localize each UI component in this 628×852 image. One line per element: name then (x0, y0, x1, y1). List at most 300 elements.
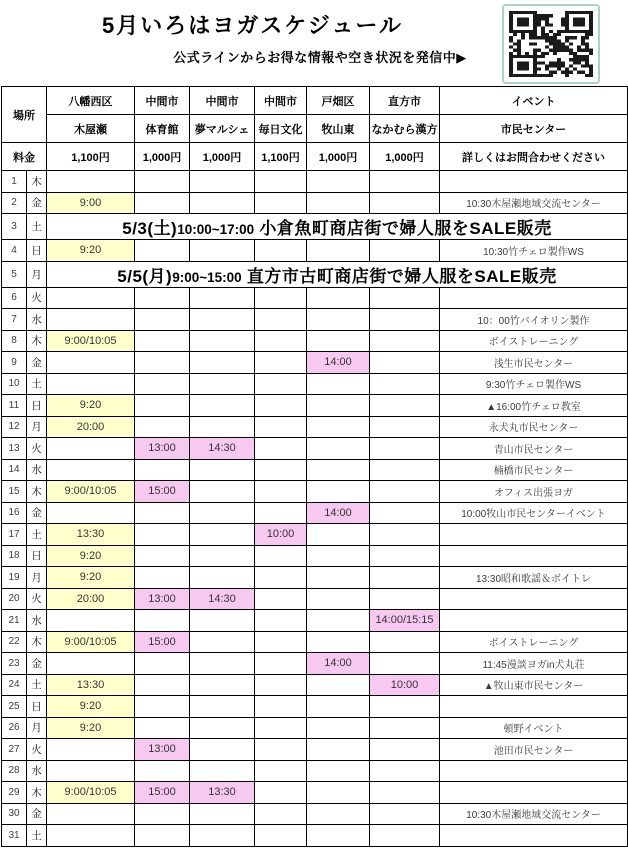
time-cell (370, 782, 440, 804)
time-cell (255, 330, 307, 352)
venue-header: 牧山東 (307, 115, 370, 143)
time-cell (370, 395, 440, 417)
time-cell (255, 653, 307, 675)
event-cell: 9:30竹チェロ製作WS (440, 373, 628, 395)
date-cell: 9 (2, 352, 27, 374)
schedule-header (2, 87, 628, 171)
time-cell (370, 309, 440, 331)
sale-time: 9:00~15:00 (172, 269, 242, 285)
event-cell: 永犬丸市民センター (440, 416, 628, 438)
time-cell (255, 502, 307, 524)
time-cell (47, 309, 135, 331)
time-cell (190, 674, 255, 696)
weekday-cell: 日 (27, 545, 47, 567)
time-cell (307, 545, 370, 567)
weekday-cell: 金 (27, 352, 47, 374)
fee-value: 1,100円 (47, 143, 135, 171)
weekday-cell: 水 (27, 309, 47, 331)
time-cell (255, 416, 307, 438)
event-cell: ▲牧山東市民センター (440, 674, 628, 696)
weekday-cell: 金 (27, 803, 47, 825)
date-cell: 10 (2, 373, 27, 395)
time-cell (370, 373, 440, 395)
date-cell: 28 (2, 760, 27, 782)
date-cell: 20 (2, 588, 27, 610)
weekday-cell: 木 (27, 782, 47, 804)
date-cell: 23 (2, 653, 27, 675)
weekday-cell: 土 (27, 214, 47, 240)
time-cell (190, 760, 255, 782)
time-cell (307, 760, 370, 782)
sale-time: 10:00~17:00 (177, 222, 255, 237)
date-cell: 12 (2, 416, 27, 438)
time-cell (255, 610, 307, 632)
time-cell (190, 739, 255, 761)
event-cell: 頓野イベント (440, 717, 628, 739)
time-cell (47, 653, 135, 675)
sale-date: 5/3(土) (122, 219, 178, 238)
time-cell (370, 330, 440, 352)
time-cell (307, 171, 370, 193)
time-cell: 9:00 (47, 192, 135, 214)
sale-banner (47, 261, 628, 287)
qr-frame (502, 4, 600, 84)
time-cell (135, 373, 190, 395)
time-cell (307, 481, 370, 503)
time-cell (307, 717, 370, 739)
sale-date: 5/5(月) (117, 266, 173, 286)
event-cell: 10:30竹チェロ製作WS (440, 240, 628, 262)
schedule-row (2, 567, 628, 589)
time-cell (135, 696, 190, 718)
time-cell (255, 287, 307, 309)
time-cell (370, 352, 440, 374)
time-cell (255, 760, 307, 782)
schedule-row (2, 416, 628, 438)
time-cell (47, 438, 135, 460)
schedule-row (2, 214, 628, 240)
time-cell (370, 502, 440, 524)
event-cell (440, 782, 628, 804)
schedule-row (2, 352, 628, 374)
time-cell (255, 192, 307, 214)
time-cell (370, 481, 440, 503)
sale-text: 直方市古町商店街で婦人服をSALE販売 (241, 266, 557, 286)
fee-value: 1,100円 (255, 143, 307, 171)
time-cell: 14:30 (190, 588, 255, 610)
schedule-row (2, 631, 628, 653)
event-cell (440, 760, 628, 782)
time-cell: 13:00 (135, 438, 190, 460)
time-cell (190, 192, 255, 214)
time-cell: 13:00 (135, 739, 190, 761)
time-cell: 10:00 (255, 524, 307, 546)
date-cell: 8 (2, 330, 27, 352)
schedule-row (2, 782, 628, 804)
weekday-cell: 木 (27, 631, 47, 653)
time-cell (47, 373, 135, 395)
time-cell (135, 567, 190, 589)
time-cell (255, 739, 307, 761)
schedule-row (2, 717, 628, 739)
event-cell (440, 588, 628, 610)
time-cell (370, 631, 440, 653)
schedule-row (2, 481, 628, 503)
weekday-cell: 月 (27, 261, 47, 287)
time-cell (307, 395, 370, 417)
region-header: 戸畑区 (307, 87, 370, 115)
date-cell: 7 (2, 309, 27, 331)
time-cell (190, 610, 255, 632)
schedule-row (2, 192, 628, 214)
time-cell (190, 524, 255, 546)
time-cell (190, 459, 255, 481)
time-cell (135, 459, 190, 481)
event-cell: ボイストレーニング (440, 330, 628, 352)
place-label: 場所 (2, 87, 47, 143)
time-cell (255, 352, 307, 374)
time-cell (370, 240, 440, 262)
time-cell (135, 171, 190, 193)
event-cell: 10：00竹バイオリン製作 (440, 309, 628, 331)
venue-header: 毎日文化 (255, 115, 307, 143)
event-cell: 浅生市民センター (440, 352, 628, 374)
weekday-cell: 水 (27, 760, 47, 782)
time-cell (307, 524, 370, 546)
schedule-row (2, 760, 628, 782)
time-cell (307, 330, 370, 352)
time-cell (370, 567, 440, 589)
schedule-row (2, 171, 628, 193)
time-cell: 9:20 (47, 717, 135, 739)
time-cell (135, 330, 190, 352)
weekday-cell: 木 (27, 171, 47, 193)
time-cell (307, 825, 370, 847)
date-cell: 14 (2, 459, 27, 481)
time-cell (370, 192, 440, 214)
time-cell (307, 739, 370, 761)
time-cell (190, 171, 255, 193)
time-cell (190, 803, 255, 825)
schedule-body (2, 171, 628, 847)
schedule-row (2, 524, 628, 546)
time-cell (307, 459, 370, 481)
fee-value: 詳しくはお問合わせください (440, 143, 628, 171)
date-cell: 18 (2, 545, 27, 567)
sale-banner (47, 214, 628, 240)
time-cell (135, 240, 190, 262)
event-cell: ボイストレーニング (440, 631, 628, 653)
weekday-cell: 火 (27, 739, 47, 761)
time-cell (255, 459, 307, 481)
time-cell: 13:30 (190, 782, 255, 804)
event-cell (440, 287, 628, 309)
time-cell (255, 171, 307, 193)
weekday-cell: 月 (27, 416, 47, 438)
time-cell (370, 739, 440, 761)
weekday-cell: 土 (27, 373, 47, 395)
time-cell (190, 330, 255, 352)
event-cell: オフィス出張ヨガ (440, 481, 628, 503)
time-cell (307, 803, 370, 825)
time-cell: 20:00 (47, 416, 135, 438)
time-cell (190, 373, 255, 395)
date-cell: 22 (2, 631, 27, 653)
time-cell (370, 588, 440, 610)
time-cell (255, 373, 307, 395)
event-cell: 11:45漫談ヨガin犬丸荘 (440, 653, 628, 675)
time-cell: 15:00 (135, 782, 190, 804)
time-cell: 14:00 (307, 352, 370, 374)
event-cell (440, 545, 628, 567)
date-cell: 26 (2, 717, 27, 739)
time-cell (307, 631, 370, 653)
fee-value: 1,000円 (190, 143, 255, 171)
time-cell (47, 502, 135, 524)
time-cell (190, 567, 255, 589)
time-cell (255, 545, 307, 567)
event-cell: 青山市民センター (440, 438, 628, 460)
time-cell (255, 309, 307, 331)
time-cell: 15:00 (135, 631, 190, 653)
time-cell (190, 545, 255, 567)
time-cell (255, 674, 307, 696)
time-cell (135, 287, 190, 309)
time-cell (255, 481, 307, 503)
schedule-row (2, 373, 628, 395)
time-cell (370, 171, 440, 193)
weekday-cell: 水 (27, 459, 47, 481)
time-cell (190, 717, 255, 739)
time-cell (135, 192, 190, 214)
time-cell (190, 502, 255, 524)
date-cell: 1 (2, 171, 27, 193)
weekday-cell: 木 (27, 330, 47, 352)
time-cell (307, 567, 370, 589)
time-cell (255, 240, 307, 262)
schedule-row (2, 459, 628, 481)
event-cell: 10:30木屋瀬地域交流センター (440, 192, 628, 214)
time-cell (370, 717, 440, 739)
time-cell (255, 567, 307, 589)
fee-label: 料金 (2, 143, 47, 171)
time-cell (190, 631, 255, 653)
weekday-cell: 金 (27, 653, 47, 675)
event-cell (440, 171, 628, 193)
time-cell (255, 717, 307, 739)
schedule-row (2, 438, 628, 460)
time-cell (307, 674, 370, 696)
time-cell: 13:00 (135, 588, 190, 610)
time-cell: 9:20 (47, 395, 135, 417)
time-cell (135, 674, 190, 696)
event-cell: 池田市民センター (440, 739, 628, 761)
weekday-cell: 日 (27, 395, 47, 417)
time-cell: 14:30 (190, 438, 255, 460)
schedule-row (2, 330, 628, 352)
schedule-row (2, 825, 628, 847)
weekday-cell: 月 (27, 567, 47, 589)
time-cell (190, 395, 255, 417)
weekday-cell: 日 (27, 696, 47, 718)
time-cell (135, 309, 190, 331)
time-cell (47, 352, 135, 374)
time-cell (47, 459, 135, 481)
date-cell: 13 (2, 438, 27, 460)
time-cell (370, 459, 440, 481)
time-cell (370, 416, 440, 438)
time-cell (255, 588, 307, 610)
time-cell (307, 696, 370, 718)
time-cell: 9:00/10:05 (47, 481, 135, 503)
time-cell: 15:00 (135, 481, 190, 503)
schedule-row (2, 739, 628, 761)
time-cell (135, 653, 190, 675)
time-cell: 20:00 (47, 588, 135, 610)
schedule-row (2, 502, 628, 524)
weekday-cell: 土 (27, 524, 47, 546)
weekday-cell: 土 (27, 674, 47, 696)
weekday-cell: 金 (27, 502, 47, 524)
time-cell (47, 760, 135, 782)
time-cell (307, 287, 370, 309)
date-cell: 25 (2, 696, 27, 718)
time-cell (135, 610, 190, 632)
time-cell: 9:20 (47, 567, 135, 589)
time-cell (47, 610, 135, 632)
weekday-cell: 木 (27, 481, 47, 503)
time-cell (190, 352, 255, 374)
weekday-cell: 火 (27, 438, 47, 460)
time-cell: 9:00/10:05 (47, 631, 135, 653)
time-cell (307, 240, 370, 262)
time-cell (370, 825, 440, 847)
time-cell: 13:30 (47, 674, 135, 696)
venue-header: 体育館 (135, 115, 190, 143)
time-cell: 9:20 (47, 240, 135, 262)
date-cell: 21 (2, 610, 27, 632)
time-cell: 14:00/15:15 (370, 610, 440, 632)
time-cell (255, 696, 307, 718)
event-cell: 13:30昭和歌謡＆ボイトレ (440, 567, 628, 589)
weekday-cell: 日 (27, 240, 47, 262)
time-cell (135, 545, 190, 567)
event-cell: ▲16:00竹チェロ教室 (440, 395, 628, 417)
date-cell: 4 (2, 240, 27, 262)
time-cell: 9:00/10:05 (47, 330, 135, 352)
date-cell: 19 (2, 567, 27, 589)
weekday-cell: 月 (27, 717, 47, 739)
time-cell (255, 631, 307, 653)
time-cell (190, 481, 255, 503)
event-cell: 10:00牧山市民センターイベント (440, 502, 628, 524)
time-cell (190, 287, 255, 309)
schedule-row (2, 674, 628, 696)
weekday-cell: 火 (27, 287, 47, 309)
date-cell: 5 (2, 261, 27, 287)
venue-header: 市民センター (440, 115, 628, 143)
time-cell (135, 825, 190, 847)
schedule-row (2, 545, 628, 567)
region-header: 中間市 (135, 87, 190, 115)
schedule-row (2, 395, 628, 417)
date-cell: 6 (2, 287, 27, 309)
time-cell (190, 825, 255, 847)
weekday-cell: 火 (27, 588, 47, 610)
time-cell (370, 760, 440, 782)
time-cell (307, 192, 370, 214)
time-cell (370, 653, 440, 675)
time-cell (135, 502, 190, 524)
time-cell (370, 545, 440, 567)
event-cell (440, 524, 628, 546)
event-cell: 10:30木屋瀬地域交流センター (440, 803, 628, 825)
date-cell: 29 (2, 782, 27, 804)
time-cell: 14:00 (307, 653, 370, 675)
venue-header: 木屋瀬 (47, 115, 135, 143)
venue-header: なかむら漢方 (370, 115, 440, 143)
date-cell: 15 (2, 481, 27, 503)
date-cell: 16 (2, 502, 27, 524)
time-cell (255, 395, 307, 417)
sale-text: 小倉魚町商店街で婦人服をSALE販売 (254, 219, 552, 238)
date-cell: 17 (2, 524, 27, 546)
time-cell (370, 696, 440, 718)
time-cell: 10:00 (370, 674, 440, 696)
time-cell (135, 352, 190, 374)
time-cell (307, 610, 370, 632)
time-cell (370, 438, 440, 460)
time-cell (47, 171, 135, 193)
time-cell (370, 524, 440, 546)
qr-code-icon (509, 11, 593, 77)
time-cell (47, 803, 135, 825)
time-cell (47, 739, 135, 761)
time-cell (190, 416, 255, 438)
event-cell (440, 610, 628, 632)
time-cell (255, 803, 307, 825)
schedule-row (2, 803, 628, 825)
time-cell (307, 438, 370, 460)
time-cell (190, 653, 255, 675)
schedule-row (2, 588, 628, 610)
date-cell: 24 (2, 674, 27, 696)
time-cell (47, 825, 135, 847)
fee-value: 1,000円 (135, 143, 190, 171)
time-cell: 13:30 (47, 524, 135, 546)
time-cell (307, 373, 370, 395)
time-cell (255, 438, 307, 460)
time-cell (370, 287, 440, 309)
weekday-cell: 水 (27, 610, 47, 632)
schedule-row (2, 240, 628, 262)
time-cell: 9:20 (47, 696, 135, 718)
time-cell (255, 825, 307, 847)
page-subtitle: 公式ラインからお得な情報や空き状況を発信中▶ (173, 50, 467, 65)
date-cell: 30 (2, 803, 27, 825)
time-cell (307, 782, 370, 804)
schedule-row (2, 261, 628, 287)
date-cell: 31 (2, 825, 27, 847)
time-cell (190, 696, 255, 718)
weekday-cell: 土 (27, 825, 47, 847)
page-title: 5月いろはヨガスケジュール (102, 13, 403, 38)
event-cell (440, 696, 628, 718)
time-cell (307, 309, 370, 331)
schedule-row (2, 287, 628, 309)
schedule-row (2, 696, 628, 718)
date-cell: 11 (2, 395, 27, 417)
